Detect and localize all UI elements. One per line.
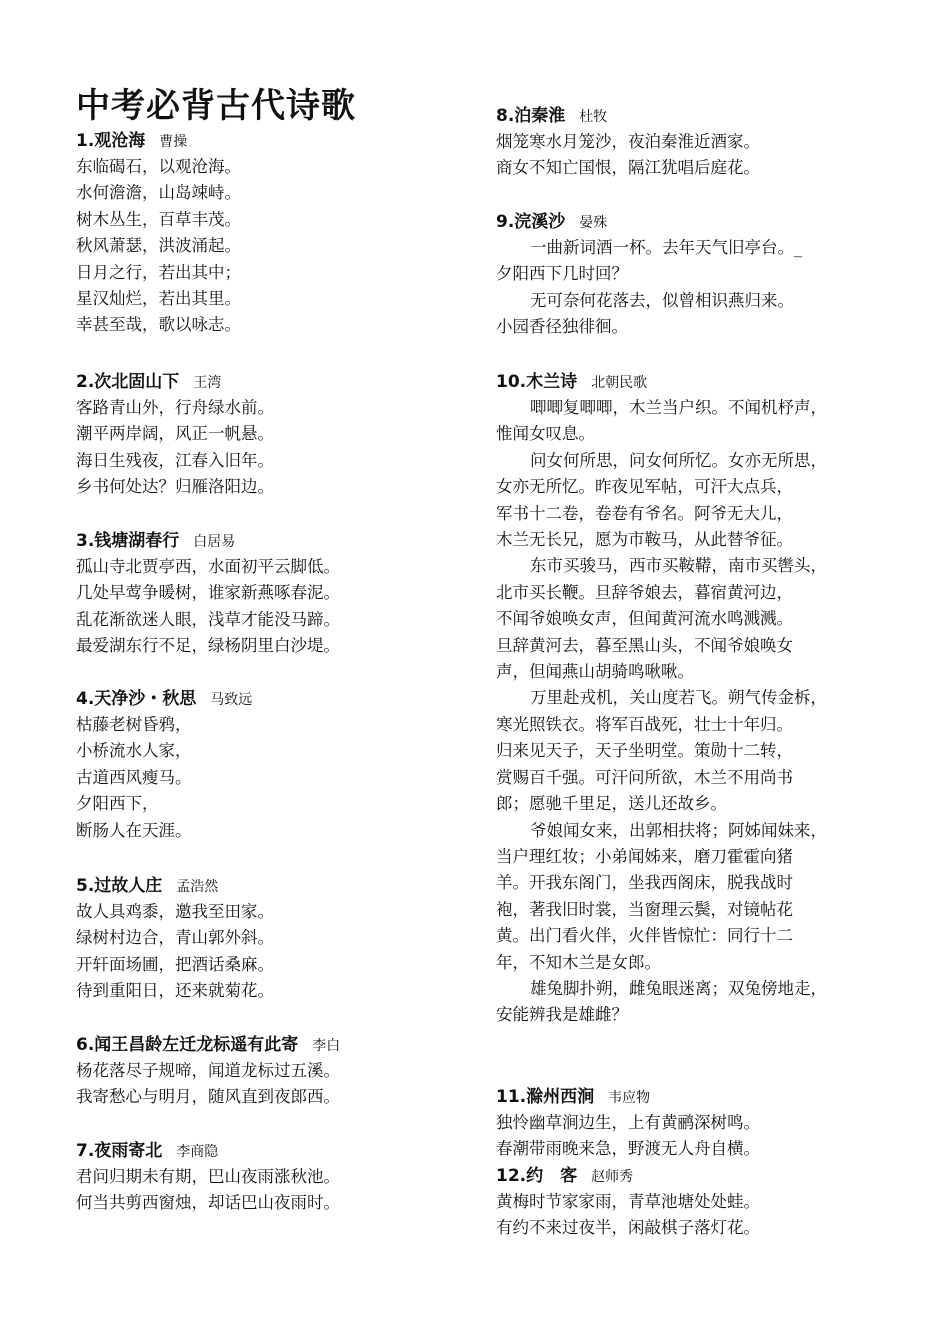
poem-paragraph	[496, 685, 890, 711]
poem-line: 万里赴戎机，关山度若飞。朔气传金柝，	[530, 688, 827, 708]
poem-paragraph	[496, 1110, 890, 1163]
poem-line: 古道西风瘦马。	[76, 767, 192, 787]
poem-title: 木兰诗	[526, 372, 578, 392]
poem-number: 11.	[496, 1087, 527, 1107]
poem-7	[76, 1138, 416, 1217]
poem-paragraph	[496, 395, 890, 421]
poem-paragraph	[496, 314, 890, 340]
poem-paragraph	[496, 421, 890, 447]
poem-number: 7.	[76, 1141, 95, 1161]
poem-line: 开轩面场圃，把酒话桑麻。	[76, 954, 274, 974]
poem-12	[496, 1163, 890, 1242]
poem-number: 4.	[76, 689, 95, 709]
poem-number: 5.	[76, 876, 95, 896]
poem-line: 断肠人在天涯。	[76, 820, 192, 840]
poem-line: 安能辨我是雄雌？	[496, 1005, 628, 1025]
poem-paragraph	[496, 844, 890, 976]
poem-2	[76, 369, 416, 501]
poem-line: 几处早莺争暖树，谁家新燕啄春泥。	[76, 583, 340, 603]
poem-10	[496, 369, 890, 1029]
poem-line: 我寄愁心与明月，随风直到夜郎西。	[76, 1087, 340, 1107]
poem-line: 君问归期未有期，巴山夜雨涨秋池。	[76, 1167, 340, 1186]
poem-5	[76, 873, 416, 1005]
poem-paragraph	[496, 235, 890, 261]
poem-author: 韦应物	[608, 1090, 651, 1106]
poem-paragraph	[496, 1002, 890, 1028]
poem-paragraph	[496, 553, 890, 579]
poem-title: 约 客	[526, 1166, 578, 1186]
poem-author: 马致远	[210, 692, 253, 708]
poem-number: 8.	[496, 106, 515, 126]
poem-line: 女亦无所忆。昨夜见军帖，可汗大点兵，	[496, 477, 793, 497]
poem-paragraph	[496, 261, 890, 287]
poem-title: 泊秦淮	[514, 106, 566, 126]
poem-header	[496, 103, 890, 129]
poem-paragraph	[496, 1189, 890, 1242]
poem-paragraph	[496, 818, 890, 844]
poem-4	[76, 686, 416, 844]
poem-line: 赏赐百千强。可汗问所欲，木兰不用尚书	[496, 767, 793, 787]
poem-line: 东临碣石，以观沧海。	[76, 157, 241, 176]
poem-author: 李商隐	[176, 1144, 219, 1160]
poem-header	[76, 369, 416, 395]
poem-title: 夜雨寄北	[94, 1141, 163, 1161]
poem-line: 商女不知亡国恨，隔江犹唱后庭花。	[496, 158, 760, 178]
poem-line: 袍，著我旧时裳，当窗理云鬓，对镜帖花	[496, 899, 793, 919]
poem-line: 杨花落尽子规啼，闻道龙标过五溪。	[76, 1061, 340, 1080]
poem-paragraph	[496, 580, 890, 686]
page-title: 中考必背古代诗歌	[76, 86, 356, 126]
poem-header	[76, 686, 416, 712]
poem-header	[76, 1032, 416, 1058]
poem-line: 雄兔脚扑朔，雌兔眼迷离；双兔傍地走，	[530, 978, 827, 998]
poem-line: 当户理红妆；小弟闻姊来，磨刀霍霍向猪	[496, 846, 793, 866]
poem-author: 白居易	[193, 534, 236, 550]
poem-line: 东市买骏马，西市买鞍鞯，南市买辔头，	[530, 556, 827, 576]
poem-line: 黄梅时节家家雨，青草池塘处处蛙。	[496, 1192, 760, 1211]
poem-line: 烟笼寒水月笼沙，夜泊秦淮近酒家。	[496, 132, 760, 151]
poem-author: 杜牧	[579, 109, 608, 125]
poem-line: 绿树村边合，青山郭外斜。	[76, 928, 274, 948]
poem-header	[76, 873, 416, 899]
poem-line: 何当共剪西窗烛，却话巴山夜雨时。	[76, 1193, 340, 1213]
poem-line: 潮平两岸阔，风正一帆悬。	[76, 424, 274, 444]
poem-line: 北市买长鞭。旦辞爷娘去，暮宿黄河边，	[496, 582, 793, 602]
poem-line: 旦辞黄河去，暮至黑山头，不闻爷娘唤女	[496, 635, 793, 655]
poem-author: 赵师秀	[591, 1169, 634, 1185]
poem-line: 乡书何处达？归雁洛阳边。	[76, 477, 274, 497]
poem-author: 孟浩然	[176, 879, 219, 895]
poem-line: 问女何所思，问女何所忆。女亦无所思，	[530, 450, 827, 470]
poem-header	[76, 528, 416, 554]
poem-paragraph	[496, 474, 890, 553]
poem-title: 天净沙・秋思	[94, 689, 197, 709]
poem-line: 海日生残夜，江春入旧年。	[76, 450, 274, 470]
poem-number: 12.	[496, 1166, 527, 1186]
poem-title: 次北固山下	[94, 372, 180, 392]
poem-line: 小桥流水人家，	[76, 741, 192, 761]
poem-line: 无可奈何花落去，似曾相识燕归来。	[530, 290, 794, 310]
poem-line: 夕阳西下几时回？	[496, 264, 628, 284]
poem-author: 曹操	[159, 134, 188, 150]
poem-line: 军书十二卷，卷卷有爷名。阿爷无大儿，	[496, 503, 793, 523]
poem-header	[76, 1138, 416, 1164]
poem-line: 木兰无长兄，愿为市鞍马，从此替爷征。	[496, 530, 793, 550]
poem-line: 声，但闻燕山胡骑鸣啾啾。	[496, 662, 694, 682]
poem-line: 唧唧复唧唧，木兰当户织。不闻机杼声，	[530, 398, 827, 417]
poem-11	[496, 1084, 890, 1163]
poem-line: 惟闻女叹息。	[496, 424, 595, 444]
poem-9	[496, 209, 890, 341]
poem-line: 春潮带雨晚来急，野渡无人舟自横。	[496, 1139, 760, 1159]
poem-line: 客路青山外，行舟绿水前。	[76, 398, 274, 417]
poem-line: 水何澹澹，山岛竦峙。	[76, 183, 241, 203]
poem-author: 北朝民歌	[591, 375, 648, 391]
poem-line: 郎；愿驰千里足，送儿还故乡。	[496, 794, 727, 814]
poem-header	[496, 1084, 890, 1110]
poem-title: 闻王昌龄左迁龙标遥有此寄	[94, 1035, 299, 1055]
poem-line: 待到重阳日，还来就菊花。	[76, 981, 274, 1001]
poem-number: 2.	[76, 372, 95, 392]
poem-8	[496, 103, 890, 182]
poem-line: 日月之行，若出其中；	[76, 262, 241, 282]
poem-number: 1.	[76, 131, 95, 151]
poem-header	[496, 1163, 890, 1189]
poem-author: 晏殊	[579, 215, 608, 231]
poem-line: 羊。开我东阁门，坐我西阁床，脱我战时	[496, 873, 793, 893]
poem-title: 过故人庄	[94, 876, 163, 896]
poem-line: 夕阳西下，	[76, 794, 159, 814]
poem-line: 有约不来过夜半，闲敲棋子落灯花。	[496, 1218, 760, 1238]
poem-author: 李白	[312, 1038, 341, 1054]
poem-number: 6.	[76, 1035, 95, 1055]
poem-line: 归来见天子，天子坐明堂。策勋十二转，	[496, 741, 793, 761]
poem-line: 年，不知木兰是女郎。	[496, 952, 661, 972]
poem-header	[496, 369, 890, 395]
poem-6	[76, 1032, 416, 1111]
poem-line: 爷娘闻女来，出郭相扶将；阿姊闻妹来，	[530, 820, 827, 840]
poem-title: 浣溪沙	[514, 212, 566, 232]
poem-number: 10.	[496, 372, 527, 392]
poem-paragraph	[496, 129, 890, 182]
poem-line: 乱花渐欲迷人眼，浅草才能没马蹄。	[76, 609, 340, 629]
poem-line: 幸甚至哉，歌以咏志。	[76, 315, 241, 335]
poem-line: 一曲新词酒一杯。去年天气旧亭台。_	[530, 238, 803, 257]
poem-line: 星汉灿烂，若出其里。	[76, 289, 241, 309]
poem-line: 寒光照铁衣。将军百战死，壮士十年归。	[496, 714, 793, 734]
poem-paragraph	[496, 976, 890, 1002]
poem-paragraph	[496, 712, 890, 818]
poem-title: 钱塘湖春行	[94, 531, 180, 551]
poem-header	[496, 209, 890, 235]
poem-line: 故人具鸡黍，邀我至田家。	[76, 902, 274, 921]
poem-line: 独怜幽草涧边生，上有黄鹂深树鸣。	[496, 1113, 760, 1132]
poem-line: 孤山寺北贾亭西，水面初平云脚低。	[76, 557, 340, 576]
poem-1	[76, 128, 416, 339]
poem-3	[76, 528, 416, 660]
poem-line: 最爱湖东行不足，绿杨阴里白沙堤。	[76, 636, 340, 656]
poem-line: 小园香径独徘徊。	[496, 317, 628, 337]
poem-header	[76, 128, 416, 154]
poem-line: 不闻爷娘唤女声，但闻黄河流水鸣溅溅。	[496, 609, 793, 629]
poem-number: 9.	[496, 212, 515, 232]
poem-line: 树木丛生，百草丰茂。	[76, 209, 241, 229]
poem-title: 滁州西涧	[526, 1087, 595, 1107]
poem-paragraph	[496, 288, 890, 314]
poem-title: 观沧海	[94, 131, 146, 151]
poem-number: 3.	[76, 531, 95, 551]
poem-paragraph	[496, 448, 890, 474]
poem-line: 秋风萧瑟，洪波涌起。	[76, 236, 241, 256]
poem-line: 黄。出门看火伴，火伴皆惊忙：同行十二	[496, 926, 793, 946]
poem-author: 王湾	[193, 375, 222, 391]
poem-line: 枯藤老树昏鸦，	[76, 715, 192, 734]
